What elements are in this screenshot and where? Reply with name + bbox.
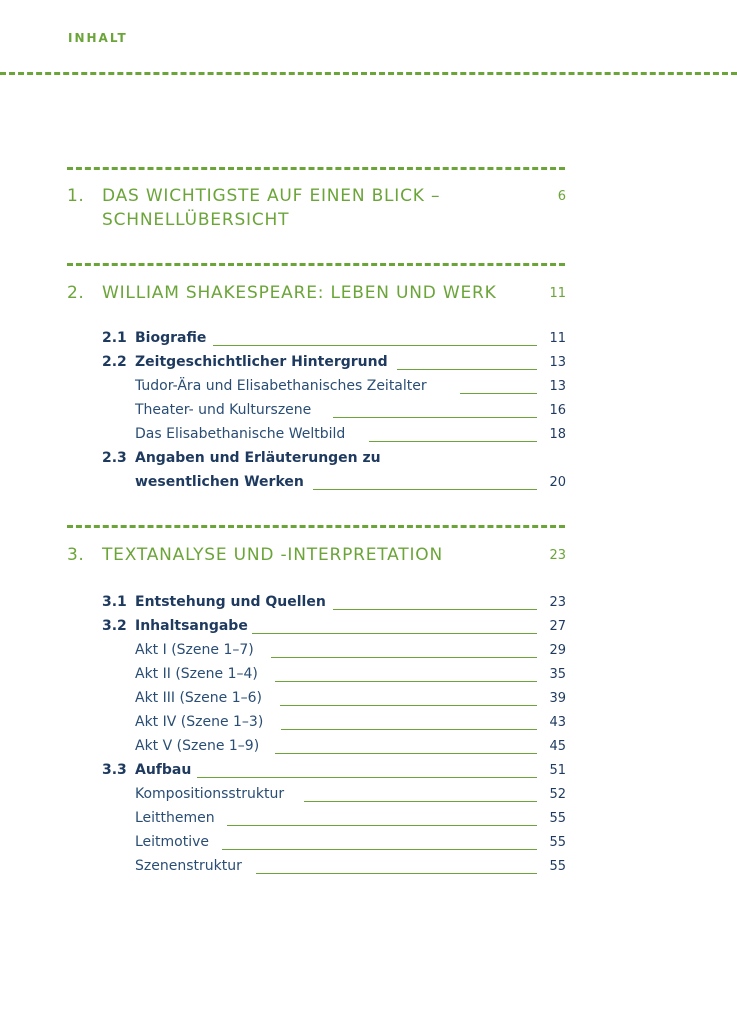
toc-entry-label: Leitthemen: [135, 810, 221, 826]
toc-entry-2-1[interactable]: [0, 330, 737, 354]
running-header: INHALT: [68, 31, 128, 45]
toc-leader-line: [280, 705, 537, 706]
toc-entry-page: 18: [549, 427, 566, 442]
section-1-title-line2: SCHNELLÜBERSICHT: [102, 210, 290, 230]
toc-entry-number: 3.1: [102, 594, 127, 610]
toc-entry-2-2[interactable]: [0, 354, 737, 378]
toc-entry-label: Kompositionsstruktur: [135, 786, 290, 802]
toc-entry-label: wesentlichen Werken: [135, 474, 310, 490]
toc-leader-line: [460, 393, 537, 394]
toc-entry-label: Zeitgeschichtlicher Hintergrund: [135, 354, 394, 370]
toc-entry-label: Biografie: [135, 330, 212, 346]
section-3-title: TEXTANALYSE UND -INTERPRETATION: [102, 545, 443, 565]
toc-entry-komposition[interactable]: [0, 786, 737, 810]
toc-leader-line: [369, 441, 537, 442]
toc-entry-tudor[interactable]: [0, 378, 737, 402]
toc-entry-page: 16: [549, 403, 566, 418]
toc-entry-page: 45: [549, 739, 566, 754]
toc-entry-page: 27: [549, 619, 566, 634]
toc-entry-label: Akt III (Szene 1–6): [135, 690, 268, 706]
toc-entry-page: 52: [549, 787, 566, 802]
toc-entry-2-3[interactable]: [0, 450, 737, 474]
toc-entry-label: Akt I (Szene 1–7): [135, 642, 260, 658]
toc-entry-number: 2.3: [102, 450, 127, 466]
toc-leader-line: [256, 873, 537, 874]
toc-entry-szenenstruktur[interactable]: [0, 858, 737, 882]
toc-leader-line: [304, 801, 537, 802]
toc-entry-page: 11: [549, 331, 566, 346]
toc-leader-line: [271, 657, 537, 658]
toc-entry-akt-2[interactable]: [0, 666, 737, 690]
toc-entry-akt-5[interactable]: [0, 738, 737, 762]
section-2-number: 2.: [67, 283, 85, 303]
section-2-title: WILLIAM SHAKESPEARE: LEBEN UND WERK: [102, 283, 497, 303]
toc-entry-page: 39: [549, 691, 566, 706]
section-3-page: 23: [549, 548, 566, 563]
toc-entry-page: 55: [549, 811, 566, 826]
toc-entry-label: Akt II (Szene 1–4): [135, 666, 264, 682]
toc-entry-page: 13: [549, 355, 566, 370]
toc-leader-line: [252, 633, 537, 634]
toc-leader-line: [213, 345, 537, 346]
toc-entry-page: 35: [549, 667, 566, 682]
section-2-divider: [67, 263, 565, 266]
toc-entry-label: Inhaltsangabe: [135, 618, 254, 634]
toc-entry-label: Leitmotive: [135, 834, 215, 850]
toc-entry-label: Theater- und Kulturszene: [135, 402, 317, 418]
toc-entry-label: Aufbau: [135, 762, 197, 778]
toc-entry-page: 55: [549, 835, 566, 850]
toc-leader-line: [227, 825, 537, 826]
toc-entry-label: Tudor-Ära und Elisabethanisches Zeitalter: [135, 378, 433, 394]
toc-entry-akt-4[interactable]: [0, 714, 737, 738]
toc-leader-line: [275, 753, 537, 754]
toc-entry-3-1[interactable]: [0, 594, 737, 618]
toc-entry-akt-3[interactable]: [0, 690, 737, 714]
toc-leader-line: [275, 681, 537, 682]
toc-leader-line: [397, 369, 537, 370]
toc-leader-line: [222, 849, 537, 850]
toc-entry-label: Szenenstruktur: [135, 858, 248, 874]
header-divider: [0, 72, 737, 75]
toc-entry-3-3[interactable]: [0, 762, 737, 786]
toc-leader-line: [281, 729, 537, 730]
toc-entry-page: 13: [549, 379, 566, 394]
toc-entry-number: 3.2: [102, 618, 127, 634]
toc-entry-page: 20: [549, 475, 566, 490]
section-1-page: 6: [557, 189, 566, 204]
section-1-divider: [67, 167, 565, 170]
toc-entry-number: 2.1: [102, 330, 127, 346]
toc-entry-label: Entstehung und Quellen: [135, 594, 332, 610]
toc-entry-leitthemen[interactable]: [0, 810, 737, 834]
toc-entry-label: Akt V (Szene 1–9): [135, 738, 265, 754]
toc-entry-2-3-cont[interactable]: [0, 474, 737, 498]
section-1-number: 1.: [67, 186, 85, 206]
toc-entry-label: Das Elisabethanische Weltbild: [135, 426, 351, 442]
toc-leader-line: [313, 489, 537, 490]
toc-entry-page: 23: [549, 595, 566, 610]
toc-entry-weltbild[interactable]: [0, 426, 737, 450]
toc-entry-leitmotive[interactable]: [0, 834, 737, 858]
toc-entry-3-2[interactable]: [0, 618, 737, 642]
toc-entry-page: 55: [549, 859, 566, 874]
toc-leader-line: [333, 417, 537, 418]
toc-leader-line: [197, 777, 537, 778]
toc-entry-label: Angaben und Erläuterungen zu: [135, 450, 387, 466]
section-1-title-line1: DAS WICHTIGSTE AUF EINEN BLICK –: [102, 186, 441, 206]
toc-leader-line: [333, 609, 537, 610]
toc-entry-number: 3.3: [102, 762, 127, 778]
section-3-number: 3.: [67, 545, 85, 565]
toc-entry-theater[interactable]: [0, 402, 737, 426]
toc-entry-page: 51: [549, 763, 566, 778]
toc-entry-page: 29: [549, 643, 566, 658]
toc-entry-number: 2.2: [102, 354, 127, 370]
section-3-divider: [67, 525, 565, 528]
toc-entry-page: 43: [549, 715, 566, 730]
section-2-page: 11: [549, 286, 566, 301]
toc-entry-akt-1[interactable]: [0, 642, 737, 666]
toc-entry-label: Akt IV (Szene 1–3): [135, 714, 269, 730]
